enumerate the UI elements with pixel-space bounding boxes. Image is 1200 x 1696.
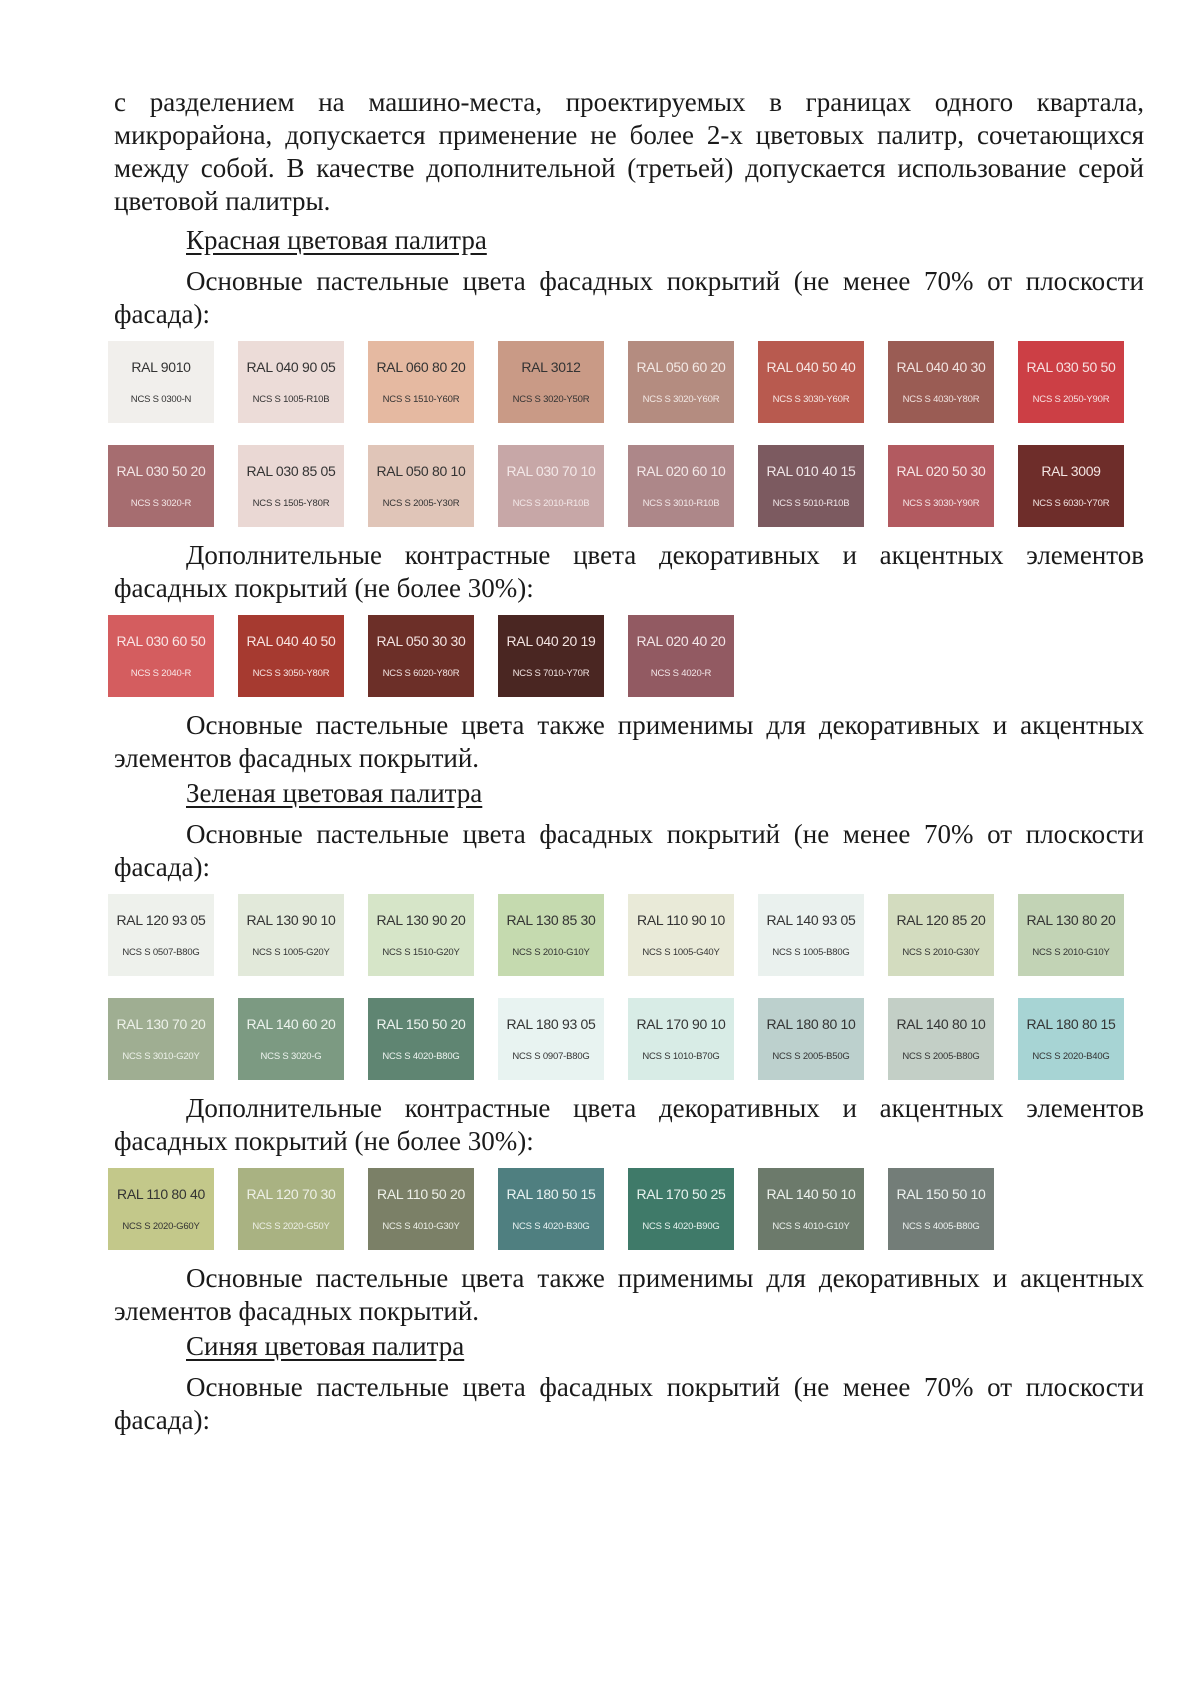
ral-code: RAL 170 50 25 [636, 1186, 726, 1202]
ral-code: RAL 120 85 20 [896, 912, 986, 928]
red-main-swatches [108, 341, 1158, 527]
ral-code: RAL 020 40 20 [636, 633, 726, 649]
ral-code: RAL 050 80 10 [376, 463, 466, 479]
color-swatch [628, 615, 734, 697]
color-swatch [368, 341, 474, 423]
red-palette-heading: Красная цветовая палитра [186, 225, 487, 255]
ral-code: RAL 030 85 05 [246, 463, 336, 479]
ral-code: RAL 040 50 40 [766, 359, 856, 375]
ncs-code: NCS S 1005-B80G [772, 947, 850, 958]
ral-code: RAL 130 70 20 [116, 1016, 206, 1032]
color-swatch [368, 998, 474, 1080]
ral-code: RAL 040 20 19 [506, 633, 596, 649]
ncs-code: NCS S 4010-G30Y [382, 1221, 460, 1232]
color-swatch [238, 894, 344, 976]
ncs-code: NCS S 1005-G40Y [642, 947, 720, 958]
ncs-code: NCS S 4030-Y80R [902, 394, 980, 405]
ncs-code: NCS S 3010-G20Y [122, 1051, 200, 1062]
color-swatch [108, 998, 214, 1080]
ncs-code: NCS S 3050-Y80R [252, 668, 330, 679]
blue-palette-heading: Синяя цветовая палитра [186, 1331, 465, 1361]
color-swatch [238, 1168, 344, 1250]
ncs-code: NCS S 2040-R [130, 668, 192, 679]
ncs-code: NCS S 6030-Y70R [1032, 498, 1110, 509]
ncs-code: NCS S 0300-N [130, 394, 192, 405]
ral-code: RAL 040 40 50 [246, 633, 336, 649]
ral-code: RAL 180 80 15 [1026, 1016, 1116, 1032]
color-swatch [108, 341, 214, 423]
ncs-code: NCS S 2010-R10B [512, 498, 590, 509]
ral-code: RAL 170 90 10 [636, 1016, 726, 1032]
color-swatch [498, 998, 604, 1080]
ral-code: RAL 150 50 20 [376, 1016, 466, 1032]
ncs-code: NCS S 4020-B30G [512, 1221, 590, 1232]
ncs-code: NCS S 3020-G [260, 1051, 322, 1062]
ral-code: RAL 050 30 30 [376, 633, 466, 649]
ncs-code: NCS S 2050-Y90R [1032, 394, 1110, 405]
color-swatch [108, 894, 214, 976]
red-main-text: Основные пастельные цвета фасадных покрытий (не менее 70% от плоскости фасада): [114, 266, 1144, 329]
ral-code: RAL 9010 [131, 359, 191, 375]
ral-code: RAL 140 93 05 [766, 912, 856, 928]
ncs-code: NCS S 3010-R10B [642, 498, 720, 509]
color-swatch [498, 615, 604, 697]
color-swatch [1018, 998, 1124, 1080]
color-swatch [888, 894, 994, 976]
ral-code: RAL 050 60 20 [636, 359, 726, 375]
ncs-code: NCS S 4010-G10Y [772, 1221, 850, 1232]
ncs-code: NCS S 2010-G30Y [902, 947, 980, 958]
ncs-code: NCS S 1510-Y60R [382, 394, 460, 405]
color-swatch [238, 341, 344, 423]
color-swatch [498, 894, 604, 976]
ncs-code: NCS S 0907-B80G [512, 1051, 590, 1062]
green-extra-text: Дополнительные контрастные цвета декоративных и акцентных элементов фасадных покрытий (не более 30%): [114, 1093, 1144, 1156]
color-swatch [108, 445, 214, 527]
ncs-code: NCS S 4020-B80G [382, 1051, 460, 1062]
green-palette-heading: Зеленая цветовая палитра [186, 778, 483, 808]
intro-paragraph: с разделением на машино-места, проектируемых в границах одного квартала, микрорайона, допускается применение не более 2-х цветовых палитр, сочетающихся между собой. В качестве дополнительной (третьей) допускается использование серой цветовой палитры. [114, 87, 1144, 216]
red-extra-swatches [108, 615, 1144, 697]
ncs-code: NCS S 2010-G10Y [1032, 947, 1110, 958]
ncs-code: NCS S 1510-G20Y [382, 947, 460, 958]
color-swatch [368, 615, 474, 697]
ncs-code: NCS S 4020-B90G [642, 1221, 720, 1232]
ncs-code: NCS S 2010-G10Y [512, 947, 590, 958]
ral-code: RAL 030 50 20 [116, 463, 206, 479]
ncs-code: NCS S 4005-B80G [902, 1221, 980, 1232]
red-note: Основные пастельные цвета также применимы для декоративных и акцентных элементов фасадных покрытий. [114, 710, 1144, 773]
ncs-code: NCS S 1505-Y80R [252, 498, 330, 509]
ncs-code: NCS S 2005-B50G [772, 1051, 850, 1062]
ral-code: RAL 020 50 30 [896, 463, 986, 479]
ral-code: RAL 040 40 30 [896, 359, 986, 375]
ral-code: RAL 180 93 05 [506, 1016, 596, 1032]
ncs-code: NCS S 3020-Y60R [642, 394, 720, 405]
color-swatch [628, 445, 734, 527]
color-swatch [628, 1168, 734, 1250]
ncs-code: NCS S 4020-R [650, 668, 712, 679]
ral-code: RAL 040 90 05 [246, 359, 336, 375]
color-swatch [1018, 894, 1124, 976]
ral-code: RAL 130 85 30 [506, 912, 596, 928]
ral-code: RAL 130 90 10 [246, 912, 336, 928]
ral-code: RAL 030 60 50 [116, 633, 206, 649]
color-swatch [368, 1168, 474, 1250]
ral-code: RAL 140 60 20 [246, 1016, 336, 1032]
green-main-text: Основные пастельные цвета фасадных покрытий (не менее 70% от плоскости фасада): [114, 819, 1144, 882]
ncs-code: NCS S 2005-B80G [902, 1051, 980, 1062]
color-swatch [108, 615, 214, 697]
ral-code: RAL 130 80 20 [1026, 912, 1116, 928]
green-note: Основные пастельные цвета также применимы для декоративных и акцентных элементов фасадных покрытий. [114, 1263, 1144, 1326]
ncs-code: NCS S 0507-B80G [122, 947, 200, 958]
color-swatch [888, 445, 994, 527]
color-swatch [498, 341, 604, 423]
ral-code: RAL 020 60 10 [636, 463, 726, 479]
color-swatch [108, 1168, 214, 1250]
ral-code: RAL 030 70 10 [506, 463, 596, 479]
ral-code: RAL 180 50 15 [506, 1186, 596, 1202]
green-extra-swatches [108, 1168, 1144, 1250]
ncs-code: NCS S 3030-Y90R [902, 498, 980, 509]
color-swatch [888, 341, 994, 423]
color-swatch [238, 998, 344, 1080]
color-swatch [888, 1168, 994, 1250]
color-swatch [758, 1168, 864, 1250]
blue-main-text: Основные пастельные цвета фасадных покрытий (не менее 70% от плоскости фасада): [114, 1372, 1144, 1435]
color-swatch [368, 894, 474, 976]
ncs-code: NCS S 1005-R10B [252, 394, 330, 405]
ncs-code: NCS S 7010-Y70R [512, 668, 590, 679]
color-swatch [758, 445, 864, 527]
ral-code: RAL 110 80 40 [117, 1186, 205, 1202]
ral-code: RAL 3012 [521, 359, 581, 375]
color-swatch [628, 341, 734, 423]
ncs-code: NCS S 1010-B70G [642, 1051, 720, 1062]
ral-code: RAL 120 70 30 [246, 1186, 336, 1202]
ncs-code: NCS S 2020-G60Y [122, 1221, 200, 1232]
ncs-code: NCS S 2020-B40G [1032, 1051, 1110, 1062]
color-swatch [758, 998, 864, 1080]
document-page [114, 86, 1144, 1437]
green-main-swatches [108, 894, 1158, 1080]
ral-code: RAL 180 80 10 [766, 1016, 856, 1032]
color-swatch [238, 445, 344, 527]
ral-code: RAL 140 50 10 [766, 1186, 856, 1202]
ral-code: RAL 120 93 05 [116, 912, 206, 928]
red-extra-text: Дополнительные контрастные цвета декоративных и акцентных элементов фасадных покрытий (не более 30%): [114, 540, 1144, 603]
ral-code: RAL 110 90 10 [637, 912, 725, 928]
ncs-code: NCS S 6020-Y80R [382, 668, 460, 679]
color-swatch [498, 445, 604, 527]
ral-code: RAL 030 50 50 [1026, 359, 1116, 375]
ncs-code: NCS S 2020-G50Y [252, 1221, 330, 1232]
ral-code: RAL 110 50 20 [377, 1186, 465, 1202]
ral-code: RAL 150 50 10 [896, 1186, 986, 1202]
color-swatch [1018, 445, 1124, 527]
ncs-code: NCS S 5010-R10B [772, 498, 850, 509]
color-swatch [238, 615, 344, 697]
ncs-code: NCS S 3020-R [130, 498, 192, 509]
ral-code: RAL 130 90 20 [376, 912, 466, 928]
color-swatch [888, 998, 994, 1080]
ral-code: RAL 140 80 10 [896, 1016, 986, 1032]
ncs-code: NCS S 3030-Y60R [772, 394, 850, 405]
color-swatch [758, 341, 864, 423]
color-swatch [1018, 341, 1124, 423]
color-swatch [368, 445, 474, 527]
color-swatch [628, 998, 734, 1080]
ral-code: RAL 3009 [1041, 463, 1101, 479]
ral-code: RAL 010 40 15 [766, 463, 856, 479]
ncs-code: NCS S 3020-Y50R [512, 394, 590, 405]
color-swatch [628, 894, 734, 976]
color-swatch [498, 1168, 604, 1250]
ncs-code: NCS S 2005-Y30R [382, 498, 460, 509]
ral-code: RAL 060 80 20 [376, 359, 466, 375]
color-swatch [758, 894, 864, 976]
ncs-code: NCS S 1005-G20Y [252, 947, 330, 958]
